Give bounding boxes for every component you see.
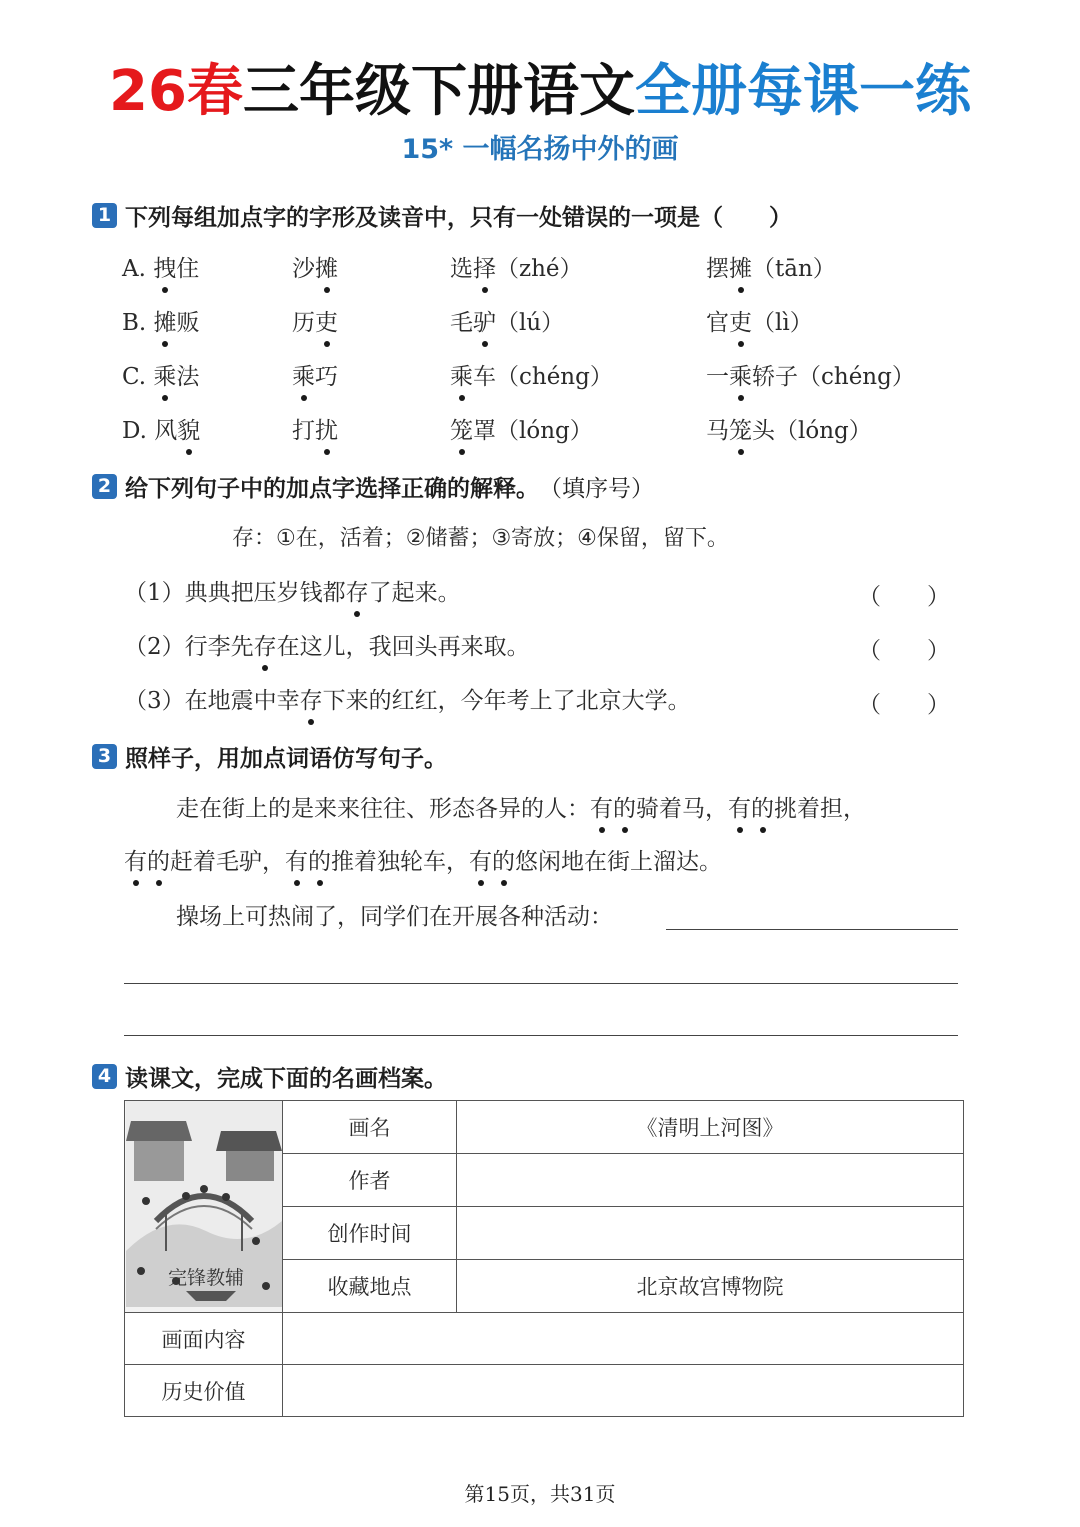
option-text: 车（chéng） <box>473 364 613 390</box>
watermark-text: 完锋教辅 <box>168 1267 245 1289</box>
answer-parentheses[interactable]: （ ） <box>858 584 950 610</box>
dotted-character: 吏 <box>729 306 752 340</box>
option-cell <box>706 252 836 286</box>
dotted-character: 乘 <box>450 360 473 394</box>
option-cell <box>292 414 338 448</box>
row-label: 画名 <box>283 1101 457 1154</box>
answer-line[interactable] <box>124 983 958 984</box>
dotted-character: 拽 <box>153 252 176 286</box>
dotted-character: 摊 <box>729 252 752 286</box>
option-text: B. <box>122 310 154 336</box>
option-text: 一 <box>706 364 729 390</box>
sentence-text: （2）行李先 <box>124 634 254 660</box>
question-3-heading <box>92 739 447 773</box>
option-text: D. 风 <box>122 418 178 444</box>
row-label: 作者 <box>283 1154 457 1207</box>
row-value-blank[interactable] <box>283 1313 964 1365</box>
answer-parentheses[interactable]: （ ） <box>858 638 950 664</box>
dotted-character: 笼 <box>729 414 752 448</box>
writing-prompt: 操场上可热闹了，同学们在开展各种活动： <box>176 904 613 930</box>
option-text: 官 <box>706 310 729 336</box>
question-number: 1 <box>92 203 117 228</box>
question-number: 4 <box>92 1064 117 1089</box>
option-cell <box>450 306 564 340</box>
dotted-character: 扰 <box>315 414 338 448</box>
answer-line[interactable] <box>666 929 958 930</box>
question-stem: 读课文，完成下面的名画档案。 <box>125 1065 447 1092</box>
row-value: 北京故宫博物院 <box>457 1260 964 1313</box>
option-text: 打 <box>292 418 315 444</box>
dotted-character: 择 <box>473 252 496 286</box>
question-2-heading <box>92 469 654 503</box>
question-number: 3 <box>92 744 117 769</box>
title-part-1: 26春 <box>109 59 243 124</box>
option-text: 轿子（chéng） <box>752 364 915 390</box>
dotted-character: 存 <box>254 630 277 664</box>
example-text: 悠闲地在街上溜达。 <box>515 849 722 875</box>
dotted-character: 乘 <box>729 360 752 394</box>
option-cell <box>292 252 338 286</box>
sentence-text: （1）典典把压岁钱都 <box>124 580 346 606</box>
example-text: 挑着担， <box>774 796 866 822</box>
sentence-item <box>124 630 530 664</box>
option-text: A. <box>122 256 154 282</box>
sentence-text: 在这儿，我回头再来取。 <box>276 634 530 660</box>
question-1-heading <box>92 198 792 232</box>
question-4-heading <box>92 1059 447 1093</box>
answer-line[interactable] <box>124 1035 958 1036</box>
option-cell <box>292 306 338 340</box>
option-text: 摆 <box>706 256 729 282</box>
dotted-character: 存 <box>300 684 323 718</box>
question-stem: 下列每组加点字的字形及读音中，只有一处错误的一项是（ ） <box>125 204 792 231</box>
option-text: 住 <box>176 256 200 282</box>
dotted-word: 有的 <box>285 845 331 879</box>
option-text: 马 <box>706 418 729 444</box>
title-part-3: 全册每课一练 <box>634 59 971 124</box>
option-text: （lì） <box>752 310 813 336</box>
option-cell[interactable] <box>122 360 199 394</box>
dotted-word: 有的 <box>469 845 515 879</box>
example-text: 推着独轮车， <box>331 849 469 875</box>
option-text: 历 <box>292 310 315 336</box>
option-text: 贩 <box>176 310 200 336</box>
row-label: 创作时间 <box>283 1207 457 1260</box>
option-text: 罩（lóng） <box>473 418 593 444</box>
dotted-character: 乘 <box>153 360 176 394</box>
row-label: 收藏地点 <box>283 1260 457 1313</box>
example-text: 骑着马， <box>636 796 728 822</box>
example-text: 赶着毛驴， <box>170 849 285 875</box>
definition-line: 存：①在，活着；②储蓄；③寄放；④保留，留下。 <box>232 526 729 551</box>
dotted-character: 乘 <box>292 360 315 394</box>
painting-archive-table <box>124 1100 964 1417</box>
option-text: 法 <box>176 364 200 390</box>
dotted-character: 吏 <box>315 306 338 340</box>
option-cell <box>706 414 872 448</box>
answer-parentheses[interactable]: （ ） <box>858 692 950 718</box>
option-text: （tān） <box>752 256 836 282</box>
option-text: 沙 <box>292 256 315 282</box>
page-title <box>0 52 1080 132</box>
dotted-word: 有的 <box>590 792 636 826</box>
option-text: 毛 <box>450 310 473 336</box>
option-text: 头（lóng） <box>752 418 872 444</box>
dotted-character: 摊 <box>154 306 177 340</box>
example-sentence-line-1 <box>176 792 866 826</box>
question-note: （填序号） <box>539 475 654 502</box>
question-stem: 给下列句子中的加点字选择正确的解释。 <box>125 475 539 502</box>
sentence-item <box>124 576 461 610</box>
option-text: （lú） <box>496 310 565 336</box>
option-cell[interactable] <box>122 252 199 286</box>
example-text: 走在街上的是来来往往、形态各异的人： <box>176 796 590 822</box>
option-text: （zhé） <box>496 256 583 282</box>
option-cell <box>292 360 338 394</box>
option-text: 巧 <box>315 364 338 390</box>
dotted-character: 存 <box>346 576 369 610</box>
example-sentence-line-2 <box>124 845 722 879</box>
option-cell <box>706 360 915 394</box>
sentence-text: （3）在地震中幸 <box>124 688 300 714</box>
title-part-2: 三年级下册语文 <box>242 59 635 124</box>
row-value-blank[interactable] <box>457 1154 964 1207</box>
row-label: 画面内容 <box>125 1313 283 1365</box>
option-cell <box>450 252 583 286</box>
option-text: C. <box>122 364 154 390</box>
row-value-blank[interactable] <box>283 1365 964 1417</box>
sentence-item <box>124 684 691 718</box>
option-cell[interactable] <box>122 306 200 340</box>
option-cell <box>450 414 593 448</box>
row-label: 历史价值 <box>125 1365 283 1417</box>
dotted-word: 有的 <box>728 792 774 826</box>
dotted-character: 摊 <box>315 252 338 286</box>
question-stem: 照样子，用加点词语仿写句子。 <box>125 745 447 772</box>
row-value: 《清明上河图》 <box>457 1101 964 1154</box>
option-cell <box>706 306 813 340</box>
option-cell[interactable] <box>122 414 200 448</box>
sentence-text: 下来的红红，今年考上了北京大学。 <box>322 688 691 714</box>
option-cell <box>450 360 613 394</box>
dotted-character: 笼 <box>450 414 473 448</box>
sentence-text: 了起来。 <box>368 580 461 606</box>
dotted-character: 驴 <box>473 306 496 340</box>
row-value-blank[interactable] <box>457 1207 964 1260</box>
question-number: 2 <box>92 474 117 499</box>
dotted-character: 貌 <box>177 414 200 448</box>
dotted-word: 有的 <box>124 845 170 879</box>
page-footer: 第15页，共31页 <box>464 1482 616 1506</box>
option-text: 选 <box>450 256 473 282</box>
lesson-title: 15* 一幅名扬中外的画 <box>401 134 679 165</box>
